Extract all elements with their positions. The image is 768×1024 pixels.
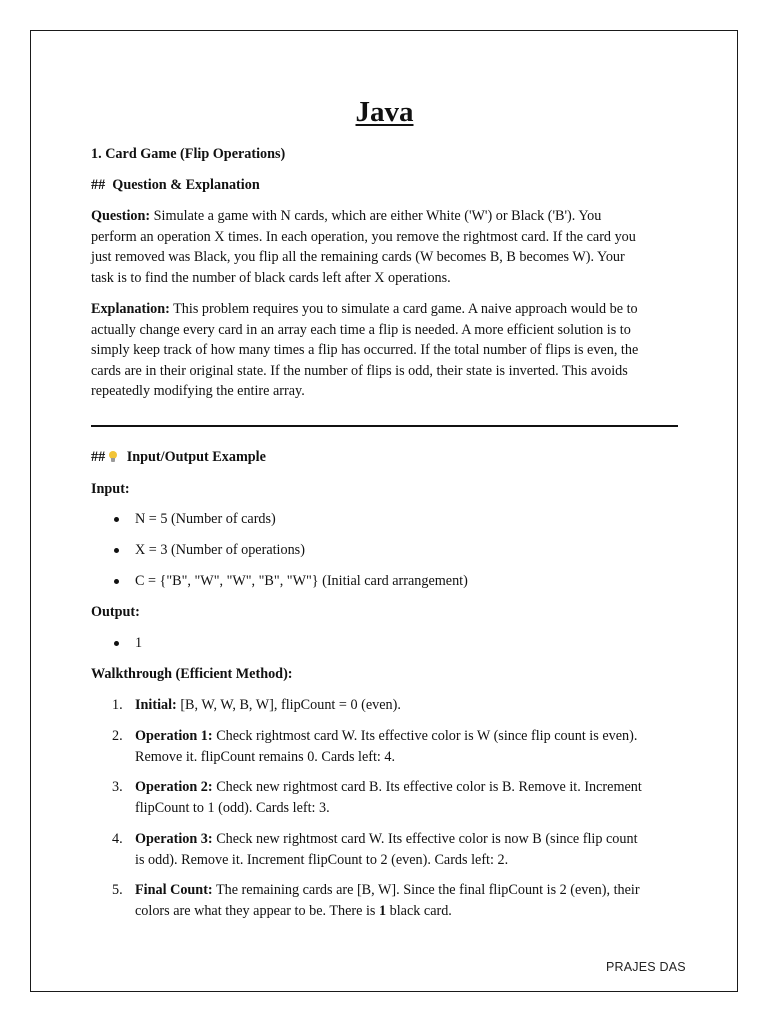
step-text: Check new rightmost card B. Its effective color is B. Remove it. Increment: [212, 779, 642, 795]
page-title: Java: [355, 96, 414, 128]
input-item-text: N = 5 (Number of cards): [135, 511, 276, 527]
list-item: [91, 571, 651, 592]
explanation-paragraph: [91, 299, 678, 402]
question-line: perform an operation X times. In each operation, you remove the rightmost card. If the card you: [91, 228, 636, 245]
list-item: [91, 880, 678, 921]
list-item: [91, 829, 678, 870]
explanation-label: Explanation:: [91, 301, 170, 317]
explanation-line: cards are in their original state. If the number of flips is odd, their state is inverted. This avoids: [91, 362, 628, 379]
question-heading: [91, 175, 678, 196]
question-line: Simulate a game with N cards, which are either White ('W') or Black ('B'). You: [150, 208, 602, 224]
bullet-icon: [114, 641, 119, 646]
list-item: [91, 633, 651, 654]
lightbulb-icon: [109, 451, 117, 462]
step-emphasis: 1: [378, 902, 387, 919]
io-heading-text: Input/Output Example: [126, 449, 266, 465]
step-label: Operation 1:: [135, 728, 213, 744]
list-item: [91, 726, 678, 767]
step-label: Initial:: [135, 697, 177, 713]
io-heading: [91, 447, 678, 468]
step-number: 2.: [112, 728, 123, 744]
explanation-line: repeatedly modifying the entire array.: [91, 383, 305, 400]
list-item: [91, 695, 678, 716]
step-text: Check new rightmost card W. Its effective color is now B (since flip count: [212, 831, 638, 847]
horizontal-rule: [91, 425, 678, 427]
question-heading-text: Question & Explanation: [112, 177, 260, 193]
question-line: just removed was Black, you flip all the remaining cards (W becomes B, B becomes W). Your: [91, 249, 625, 266]
bullet-icon: [114, 548, 119, 553]
question-line: task is to find the number of black cards left after X operations.: [91, 269, 451, 286]
step-text: is odd). Remove it. Increment flipCount to 2 (even). Cards left: 2.: [135, 851, 509, 868]
input-label: Input:: [91, 481, 130, 497]
explanation-line: simply keep track of how many times a flip has occurred. If the total number of flips is even, the: [91, 342, 639, 359]
step-text: Check rightmost card W. Its effective color is W (since flip count is even).: [212, 728, 638, 744]
step-label: Operation 2:: [135, 779, 213, 795]
step-number: 4.: [112, 831, 123, 847]
step-text: colors are what they appear to be. There is: [135, 902, 379, 919]
step-text: black card.: [386, 902, 452, 919]
input-item-text: C = {"B", "W", "W", "B", "W"} (Initial card arrangement): [135, 573, 468, 589]
bullet-icon: [114, 579, 119, 584]
input-item-text: X = 3 (Number of operations): [135, 542, 305, 558]
list-item: [91, 509, 651, 530]
step-text: [B, W, W, B, W], flipCount = 0 (even).: [176, 697, 401, 713]
step-label: Operation 3:: [135, 831, 213, 847]
step-number: 1.: [112, 697, 123, 713]
list-item: [91, 777, 678, 818]
explanation-line: actually change every card in an array each time a flip is needed. A more efficient solution is to: [91, 321, 631, 338]
heading-prefix: ##: [91, 449, 106, 465]
author-footer: PRAJES DAS: [606, 960, 686, 974]
bullet-icon: [114, 517, 119, 522]
output-item-text: 1: [135, 635, 143, 651]
walkthrough-label: Walkthrough (Efficient Method):: [91, 666, 293, 682]
step-label: Final Count:: [135, 882, 213, 898]
list-item: [91, 540, 651, 561]
step-text: flipCount to 1 (odd). Cards left: 3.: [135, 799, 330, 816]
step-text: Remove it. flipCount remains 0. Cards left: 4.: [135, 748, 396, 765]
output-label: Output:: [91, 604, 140, 620]
explanation-line: This problem requires you to simulate a card game. A naive approach would be to: [169, 301, 638, 317]
step-text: The remaining cards are [B, W]. Since the final flipCount is 2 (even), their: [212, 882, 640, 898]
heading-prefix: ##: [91, 177, 106, 193]
step-number: 5.: [112, 882, 123, 898]
question-paragraph: [91, 206, 678, 288]
section-heading: 1. Card Game (Flip Operations): [91, 146, 286, 162]
step-number: 3.: [112, 779, 123, 795]
question-label: Question:: [91, 208, 151, 224]
